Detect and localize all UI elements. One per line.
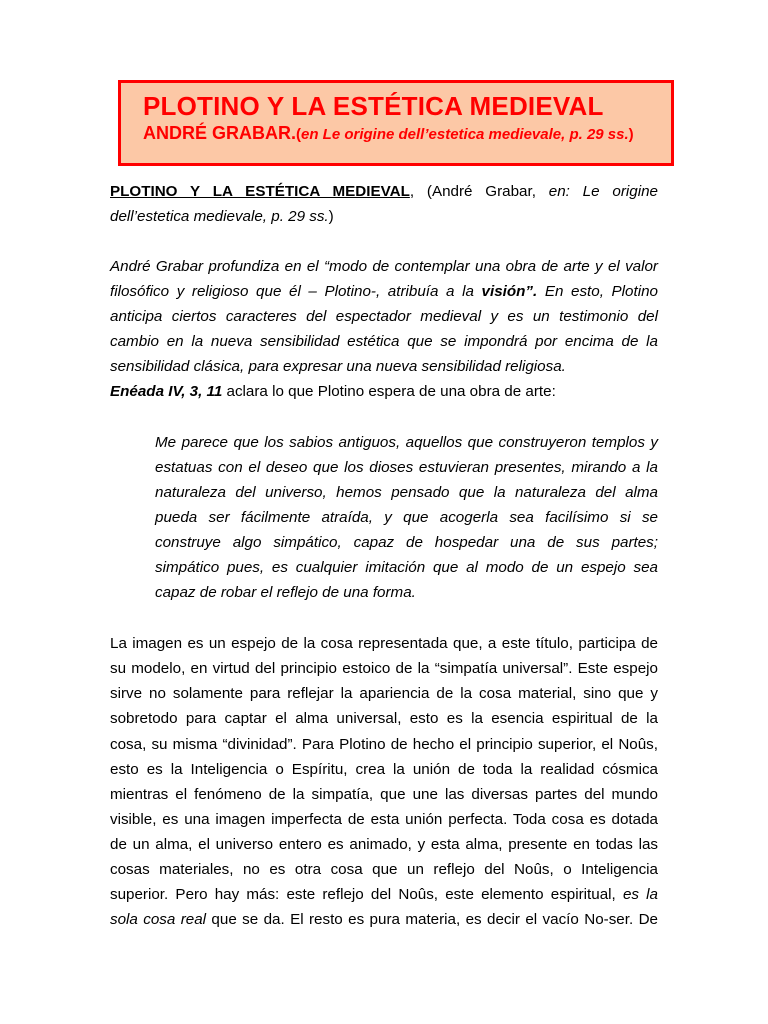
body-text: que se da. El resto es pura materia, es decir el vacío No-ser. De bbox=[206, 911, 658, 928]
author-name: ANDRÉ GRABAR. bbox=[143, 123, 296, 143]
body-line: esto es la Inteligencia o Espíritu, crea la unión de toda la realidad cósmica bbox=[110, 761, 658, 778]
intro-line-3 bbox=[110, 307, 658, 327]
quote-text: construye algo simpático, capaz de hospedar una de sus partes; bbox=[155, 534, 658, 551]
body-emphasis: es la bbox=[622, 886, 658, 903]
reference-author: , (André Grabar, bbox=[409, 183, 549, 200]
intro-text: filosófico y religioso que él – Plotino-, atribuía a la bbox=[110, 283, 482, 300]
quote-line bbox=[155, 508, 658, 528]
quote-text: naturaleza del universo, hemos pensado que la naturaleza del alma bbox=[155, 484, 658, 501]
intro-text: sensibilidad clásica, para expresar una nueva sensibilidad religiosa. bbox=[110, 358, 566, 375]
intro-text: En esto, Plotino bbox=[537, 283, 658, 300]
quote-line bbox=[155, 558, 658, 578]
intro-emphasis: visión”. bbox=[481, 283, 538, 300]
document-title: PLOTINO Y LA ESTÉTICA MEDIEVAL bbox=[143, 91, 604, 121]
quote-text: capaz de robar el reflejo de una forma. bbox=[155, 584, 416, 601]
reference-source-cont: dell’estetica medievale, p. 29 ss. bbox=[110, 208, 329, 225]
reference-line-2 bbox=[110, 207, 658, 227]
intro-text: André Grabar profundiza en el “modo de contemplar una obra de arte y el valor bbox=[110, 258, 658, 275]
quote-text: Me parece que los sabios antiguos, aquellos que construyeron templos y bbox=[155, 434, 658, 451]
reference-source: en: Le origine bbox=[548, 183, 658, 200]
citation-text: en Le origine dell’estetica medievale, p. 29 ss. bbox=[301, 126, 629, 143]
body-line: sirve no solamente para reflejar la apariencia de la cosa material, sino que y bbox=[110, 685, 658, 702]
body-line bbox=[110, 885, 658, 905]
intro-line-5 bbox=[110, 357, 658, 377]
intro-line-1 bbox=[110, 257, 658, 277]
quote-text: simpático pues, es cualquier imitación que al modo de un espejo sea bbox=[155, 559, 658, 576]
quote-text: estatuas con el deseo que los dioses estuvieran presentes, mirando a la bbox=[155, 459, 658, 476]
citation-close: ) bbox=[628, 126, 634, 143]
body-line: sobretodo para captar el alma universal, esto es la esencia espiritual de la bbox=[110, 710, 658, 727]
citation-open: ( bbox=[296, 126, 301, 143]
quote-text: pueda ser fácilmente atraída, y que acogerla sea facilísimo si se bbox=[155, 509, 658, 526]
reference-heading: PLOTINO Y LA ESTÉTICA MEDIEVAL bbox=[110, 183, 410, 200]
body-line: su modelo, en virtud del principio estoico de la “simpatía universal”. Este espejo bbox=[110, 660, 658, 677]
body-line: La imagen es un espejo de la cosa representada que, a este título, participa de bbox=[110, 635, 658, 652]
reference-close: ) bbox=[328, 208, 334, 225]
body-line bbox=[110, 910, 658, 930]
eneada-reference: Enéada IV, 3, 11 bbox=[110, 383, 223, 400]
intro-line-2 bbox=[110, 282, 658, 302]
title-box bbox=[118, 80, 674, 166]
body-line: mientras el fenómeno de la simpatía, que une las diversas partes del mundo bbox=[110, 786, 658, 803]
intro-text: anticipa ciertos caracteres del espectador medieval y es un testimonio del bbox=[110, 308, 658, 325]
body-line: cosa, su misma “divinidad”. Para Plotino de hecho el principio superior, el Noûs, bbox=[110, 736, 658, 753]
eneada-line bbox=[110, 382, 658, 402]
body-emphasis: sola cosa real bbox=[110, 911, 207, 928]
quote-line bbox=[155, 533, 658, 553]
eneada-text: aclara lo que Plotino espera de una obra de arte: bbox=[222, 383, 556, 400]
intro-line-4 bbox=[110, 332, 658, 352]
body-line: de un alma, el universo entero es animado, y esta alma, presente en todas las bbox=[110, 836, 658, 853]
quote-line bbox=[155, 458, 658, 478]
body-line: visible, es una imagen imperfecta de esta unión perfecta. Toda cosa es dotada bbox=[110, 811, 658, 828]
intro-text: cambio en la nueva sensibilidad estética que se impondrá por encima de la bbox=[110, 333, 658, 350]
body-line: cosas materiales, no es otra cosa que un reflejo del Noûs, o Inteligencia bbox=[110, 861, 658, 878]
quote-line bbox=[155, 433, 658, 453]
quote-line bbox=[155, 583, 658, 603]
reference-line-1 bbox=[110, 182, 658, 202]
quote-line bbox=[155, 483, 658, 503]
document-subtitle bbox=[143, 123, 634, 144]
body-text: superior. Pero hay más: este reflejo del Noûs, este elemento espiritual, bbox=[110, 886, 623, 903]
